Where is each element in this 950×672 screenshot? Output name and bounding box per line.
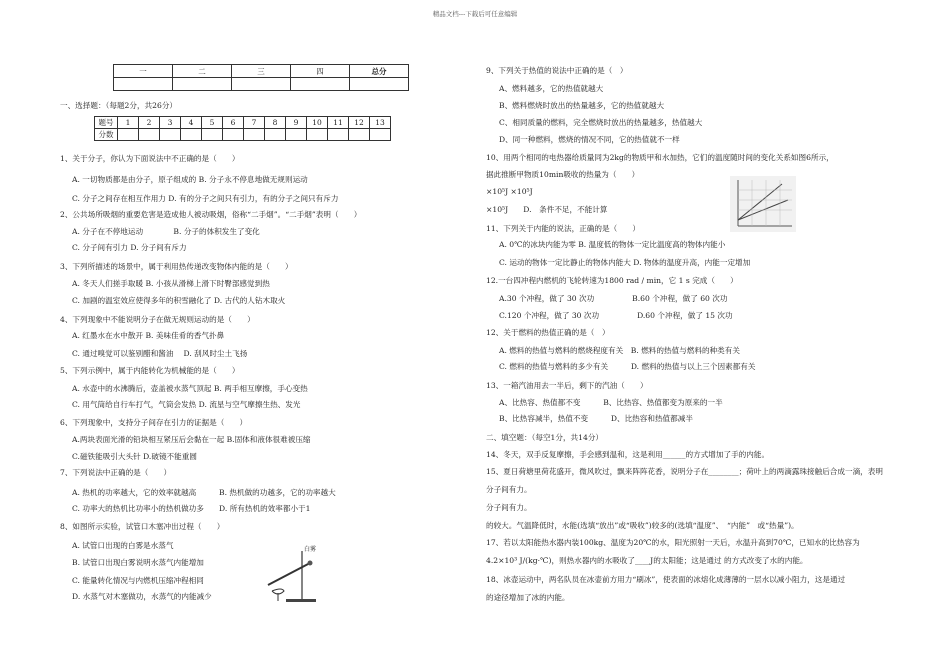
left-line: A. 一切物质都是由分子，原子组成的 B. 分子永不停息地做无规则运动 <box>72 175 308 184</box>
right-line: ×10⁵J ×10⁵J <box>486 187 533 196</box>
section1-title: 一、选择题：（每题2分，共26分） <box>60 101 178 110</box>
left-line: C. 通过嗅觉可以鉴别醋和酱油 D. 刮风时尘土飞扬 <box>72 349 248 358</box>
left-line: D. 水蒸气对木塞做功，水蒸气的内能减少 <box>72 592 212 601</box>
left-line: C. 加剧的温室效应使得多年的积雪融化了 D. 古代的人钻木取火 <box>72 296 286 305</box>
score-cell <box>114 78 173 91</box>
right-line: 17、若以太阳能热水器内装100kg、温度为20℃的水，阳光照射一天后，水温升高到70℃，已知水的比热容为 <box>486 538 860 547</box>
right-line: A. 0℃的冰块内能为零 B. 温度低的物体一定比温度高的物体内能小 <box>499 240 726 249</box>
right-line: 12.一台四冲程内燃机的飞轮转速为1800 rad / min，它 1 s 完成（ ） <box>486 276 738 285</box>
right-line: ×10⁵J D. 条件不足，不能计算 <box>486 205 608 214</box>
left-line: C. 能量转化情况与内燃机压缩冲程相同 <box>72 576 204 585</box>
left-line: A.两块表面光滑的铅块相互紧压后会黏在一起 B.固体和液体很难被压缩 <box>72 435 311 444</box>
right-line: 13、一箱汽油用去一半后，剩下的汽油（ ） <box>486 381 648 390</box>
score-cell <box>350 78 409 91</box>
right-line: 4.2×10³ J/(kg·℃)，则热水器内的水吸收了____J的太阳能；这是通过 的方式改变了水的内能。 <box>486 556 808 565</box>
mc-num: 1 <box>118 117 139 129</box>
mc-num: 5 <box>202 117 223 129</box>
mc-num: 6 <box>223 117 244 129</box>
mc-row2-label: 分数 <box>95 129 118 141</box>
right-line: B、燃料燃烧时放出的热量越多，它的热值就越大 <box>499 101 665 110</box>
right-line: A. 燃料的热值与燃料的燃烧程度有关 B. 燃料的热值与燃料的种类有关 <box>499 346 740 355</box>
mc-num: 13 <box>370 117 391 129</box>
right-line: C.120 个冲程，做了 30 次功 D.60 个冲程，做了 15 次功 <box>499 311 733 320</box>
fig-label: 白雾 <box>304 546 317 553</box>
left-line: C.磁铁能吸引大头针 D.破镜不能重圆 <box>72 452 197 461</box>
left-line: A. 分子在不停地运动 B. 分子的体积发生了变化 <box>72 227 260 236</box>
right-line: C、相同质量的燃料，完全燃烧时放出的热量越多，热值越大 <box>499 118 703 127</box>
mc-num: 2 <box>139 117 160 129</box>
right-line: 15、夏日荷塘里荷花盛开，微风吹过，飘来阵阵花香，说明分子在________；荷叶上的两滴露珠接触后合成一滴，表明 <box>486 467 883 476</box>
mc-table <box>94 116 391 141</box>
mc-num: 4 <box>181 117 202 129</box>
left-line: C. 用气筒给自行车打气，气筒会发热 D. 流星与空气摩擦生热、发光 <box>72 400 301 409</box>
mc-num: 8 <box>265 117 286 129</box>
score-table <box>113 64 409 91</box>
right-line: 11、下列关于内能的说法，正确的是（ ） <box>486 224 640 233</box>
score-col-2: 二 <box>173 65 232 78</box>
right-line: C. 燃料的热值与燃料的多少有关 D. 燃料的热值与以上三个因素都有关 <box>499 362 756 371</box>
score-col-1: 一 <box>114 65 173 78</box>
mc-num: 3 <box>160 117 181 129</box>
right-line: 的途径增加了冰的内能。 <box>486 593 570 602</box>
left-line: A. 水壶中的水沸腾后，壶盖被水蒸气顶起 B. 两手相互摩擦，手心变热 <box>72 384 308 393</box>
right-line: 12、关于燃料的热值正确的是（ ） <box>486 328 610 337</box>
right-line: D、同一种燃料，燃烧的情况不同，它的热值就不一样 <box>499 135 680 144</box>
score-col-3: 三 <box>232 65 291 78</box>
left-line: 5、下列示例中，属于内能转化为机械能的是（ ） <box>60 366 240 375</box>
temperature-time-graph-figure <box>730 176 796 232</box>
right-line: 10、用两个相同的电热器给质量同为2kg的物质甲和水加热，它们的温度随时间的变化关系如图6所示， <box>486 153 834 162</box>
mc-num: 12 <box>349 117 370 129</box>
left-line: A. 红墨水在水中散开 B. 美味佳肴的香气扑鼻 <box>72 331 225 340</box>
mc-num: 9 <box>286 117 307 129</box>
left-line: 6、下列现象中，支持分子间存在引力的证据是（ ） <box>60 418 248 427</box>
score-cell <box>173 78 232 91</box>
right-line: 14、冬天，双手反复摩擦，手会感到温和，这是利用______的方式增加了手的内能。 <box>486 450 770 459</box>
mc-num: 11 <box>328 117 349 129</box>
left-line: B. 试管口出现白雾说明水蒸气内能增加 <box>72 558 204 567</box>
mc-num: 7 <box>244 117 265 129</box>
left-line: A. 试管口出现的白雾是水蒸气 <box>72 541 174 550</box>
score-cell <box>291 78 350 91</box>
left-line: C. 功率大的热机比功率小的热机做功多 D. 所有热机的效率都小于1 <box>72 504 311 513</box>
mc-num: 10 <box>307 117 328 129</box>
left-line: 3、下列所描述的场景中，属于利用热传递改变物体内能的是（ ） <box>60 262 293 271</box>
left-line: A. 热机的功率越大，它的效率就越高 B. 热机做的功越多，它的功率越大 <box>72 488 336 497</box>
left-line: A. 冬天人们搓手取暖 B. 小孩从滑梯上滑下时臀部感觉到热 <box>72 279 270 288</box>
right-line: 18、冰壶运动中，两名队员在冰壶前方用力“刷冰”，使表面的冰熔化成薄薄的一层水以减小阻力，这是通过 <box>486 575 846 584</box>
right-line: 分子间有力。 <box>486 503 532 512</box>
right-line: A、比热容、热值都不变 B、比热容、热值都变为原来的一半 <box>499 398 723 407</box>
left-line: C. 分子间有引力 D. 分子间有斥力 <box>72 243 187 252</box>
left-line: C. 分子之间存在相互作用力 D. 有的分子之间只有引力，有的分子之间只有斥力 <box>72 194 339 203</box>
right-line: 分子间有力。 <box>486 485 532 494</box>
right-line: 的较大。气温降低时，水能(选填“放出”或“吸收”)较多的(选填“温度”、 “内能” 或“热量”)。 <box>486 521 799 530</box>
right-line: A、燃料越多，它的热值就越大 <box>499 84 604 93</box>
left-line: 1、关于分子，你认为下面说法中不正确的是（ ） <box>60 154 240 163</box>
score-cell <box>232 78 291 91</box>
left-line: 7、下列说法中正确的是（ ） <box>60 468 172 477</box>
page-header: 精品文档---下载后可任意编辑 <box>432 10 518 18</box>
right-line: 二、填空题：（每空1分，共14分） <box>486 433 604 442</box>
right-line: 据此推断甲物质10min吸收的热量为（ ） <box>486 170 640 179</box>
right-line: A.30 个冲程，做了 30 次功 B.60 个冲程，做了 60 次功 <box>499 294 728 303</box>
score-col-4: 四 <box>291 65 350 78</box>
score-col-total: 总分 <box>350 65 409 78</box>
mc-row1-label: 题号 <box>95 117 118 129</box>
left-line: 2、公共场所吸烟的重要危害是造成他人被动吸烟，俗称“二手烟”。“二手烟”表明（ ） <box>60 210 362 219</box>
left-line: 8、如图所示实验，试管口木塞冲出过程（ ） <box>60 522 225 531</box>
right-line: B、比热容减半，热值不变 D、比热容和热值都减半 <box>499 414 693 423</box>
left-line: 4、下列现象中不能说明分子在做无规则运动的是（ ） <box>60 315 255 324</box>
test-tube-apparatus-figure <box>260 545 335 605</box>
right-line: 9、下列关于热值的说法中正确的是（ ） <box>486 66 628 75</box>
right-line: C. 运动的物体一定比静止的物体内能大 D. 物体的温度升高，内能一定增加 <box>499 258 751 267</box>
